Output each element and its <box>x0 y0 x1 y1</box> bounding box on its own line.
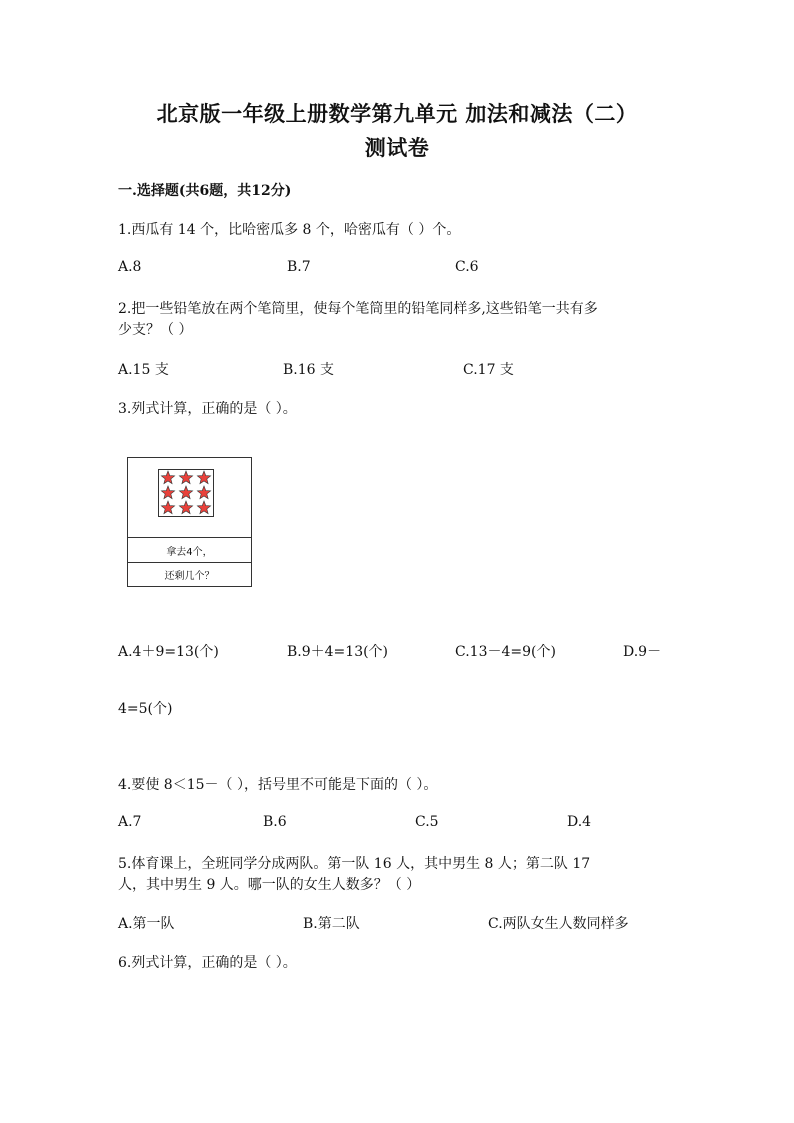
star-icon <box>161 471 174 484</box>
question-2-option-c[interactable]: C.17 支 <box>463 362 514 378</box>
question-1-text: 1.西瓜有 14 个，比哈密瓜多 8 个，哈密瓜有（ ）个。 <box>118 222 461 238</box>
question-1-option-b[interactable]: B.7 <box>287 259 311 275</box>
question-4-option-a[interactable]: A.7 <box>118 814 142 830</box>
star-icon <box>179 501 192 514</box>
question-3-option-b[interactable]: B.9＋4=13(个) <box>287 644 389 660</box>
question-3-option-d[interactable]: D.9－ <box>623 644 662 660</box>
question-4-option-c[interactable]: C.5 <box>415 814 439 830</box>
question-2-option-b[interactable]: B.16 支 <box>283 362 335 378</box>
question-4-option-b[interactable]: B.6 <box>263 814 287 830</box>
figure-image-area <box>128 458 251 538</box>
question-5-option-a[interactable]: A.第一队 <box>118 916 175 932</box>
question-5-text-line2: 人，其中男生 9 人。哪一队的女生人数多？（ ） <box>118 877 421 893</box>
question-1-option-c[interactable]: C.6 <box>455 259 479 275</box>
star-icon <box>197 471 210 484</box>
page-title-line2: 测试卷 <box>364 135 430 160</box>
figure-caption-remaining: 还剩几个？ <box>164 571 215 582</box>
question-2-option-a[interactable]: A.15 支 <box>118 362 169 378</box>
question-3-option-a[interactable]: A.4＋9=13(个) <box>118 644 219 660</box>
question-3-option-d-continued: 4=5(个) <box>118 701 173 717</box>
question-3-text: 3.列式计算，正确的是（ ）。 <box>118 401 297 417</box>
question-3-option-c[interactable]: C.13－4=9(个) <box>455 644 556 660</box>
question-4-text: 4.要使 8＜15－（ ），括号里不可能是下面的（ ）。 <box>118 777 438 793</box>
page-title-line1: 北京版一年级上册数学第九单元 加法和减法（二） <box>156 101 638 126</box>
question-4-option-d[interactable]: D.4 <box>567 814 592 830</box>
question-3-figure <box>127 457 252 587</box>
question-5-option-b[interactable]: B.第二队 <box>303 916 360 932</box>
star-icon <box>161 486 174 499</box>
star-icon <box>197 501 210 514</box>
star-icon <box>179 471 192 484</box>
question-5-option-c[interactable]: C.两队女生人数同样多 <box>488 916 629 932</box>
figure-caption-take-away: 拿去4个， <box>128 538 251 563</box>
question-2-text-line2: 少支？（ ） <box>118 322 193 338</box>
section-heading: 一.选择题(共6题，共12分) <box>118 183 292 199</box>
question-2-text-line1: 2.把一些铅笔放在两个笔筒里，使每个笔筒里的铅笔同样多,这些铅笔一共有多 <box>118 301 598 317</box>
question-5-text-line1: 5.体育课上，全班同学分成两队。第一队 16 人，其中男生 8 人；第二队 17 <box>118 856 591 872</box>
star-grid-box <box>158 469 214 517</box>
stars-svg <box>159 470 213 516</box>
star-icon <box>197 486 210 499</box>
star-icon <box>179 486 192 499</box>
question-6-text: 6.列式计算，正确的是（ ）。 <box>118 955 297 971</box>
question-1-option-a[interactable]: A.8 <box>118 259 142 275</box>
star-icon <box>161 501 174 514</box>
